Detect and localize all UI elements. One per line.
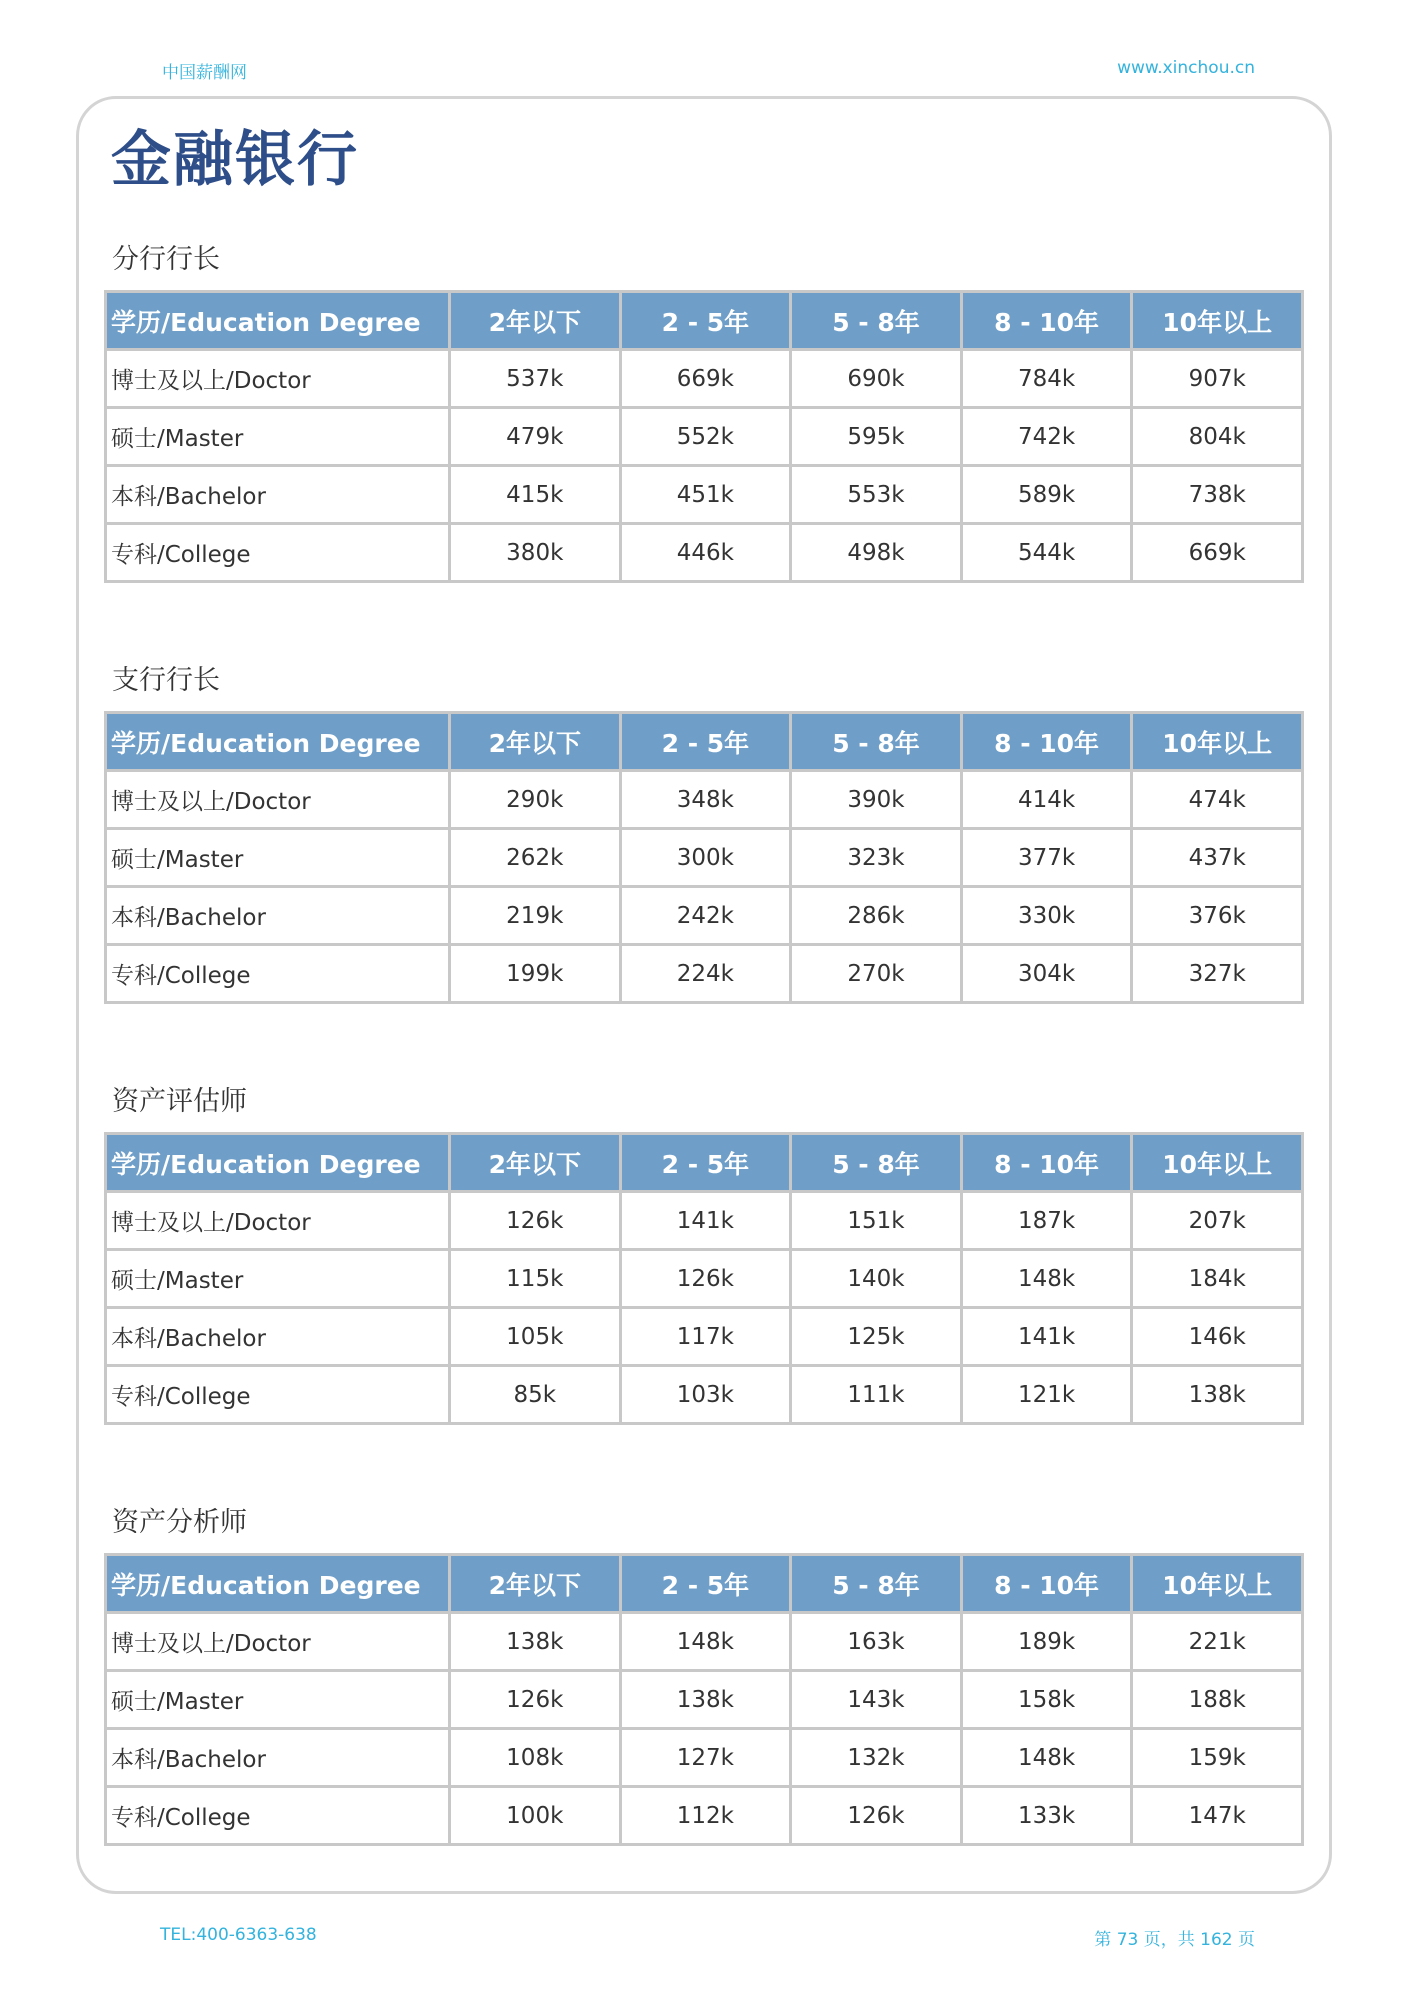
salary-cell: 189k [961, 1613, 1132, 1671]
footer-phone: TEL:400-6363-638 [160, 1925, 317, 1945]
salary-cell: 111k [791, 1366, 962, 1424]
site-url: www.xinchou.cn [1117, 58, 1255, 78]
salary-cell: 126k [620, 1250, 791, 1308]
salary-cell: 126k [450, 1192, 621, 1250]
salary-cell: 669k [1132, 524, 1303, 582]
salary-cell: 907k [1132, 350, 1303, 408]
page-title: 金融银行 [111, 125, 359, 195]
table-row [106, 1613, 1303, 1671]
page-number: 第 73 页，共 162 页 [1094, 1930, 1255, 1950]
table-row [106, 1308, 1303, 1366]
salary-cell: 224k [620, 945, 791, 1003]
salary-cell: 498k [791, 524, 962, 582]
salary-table [104, 1553, 1304, 1846]
salary-cell: 552k [620, 408, 791, 466]
degree-cell: 硕士/Master [106, 1671, 450, 1729]
salary-cell: 115k [450, 1250, 621, 1308]
salary-cell: 221k [1132, 1613, 1303, 1671]
degree-cell: 硕士/Master [106, 829, 450, 887]
salary-cell: 304k [961, 945, 1132, 1003]
table-row [106, 1729, 1303, 1787]
column-header: 10年以上 [1132, 713, 1303, 771]
table-row [106, 771, 1303, 829]
column-header: 学历/Education Degree [106, 292, 450, 350]
column-header: 8 - 10年 [961, 713, 1132, 771]
column-header: 2 - 5年 [620, 1134, 791, 1192]
table-row [106, 1366, 1303, 1424]
column-header: 2 - 5年 [620, 713, 791, 771]
salary-cell: 138k [1132, 1366, 1303, 1424]
column-header: 5 - 8年 [791, 1555, 962, 1613]
column-header: 8 - 10年 [961, 1134, 1132, 1192]
degree-cell: 本科/Bachelor [106, 1729, 450, 1787]
salary-cell: 479k [450, 408, 621, 466]
salary-cell: 117k [620, 1308, 791, 1366]
degree-cell: 专科/College [106, 1787, 450, 1845]
degree-cell: 本科/Bachelor [106, 1308, 450, 1366]
column-header: 10年以上 [1132, 292, 1303, 350]
salary-cell: 85k [450, 1366, 621, 1424]
site-name: 中国薪酬网 [162, 63, 247, 83]
column-header: 10年以上 [1132, 1134, 1303, 1192]
table-row [106, 945, 1303, 1003]
table-row [106, 466, 1303, 524]
salary-cell: 147k [1132, 1787, 1303, 1845]
salary-cell: 105k [450, 1308, 621, 1366]
salary-cell: 446k [620, 524, 791, 582]
degree-cell: 硕士/Master [106, 1250, 450, 1308]
salary-cell: 151k [791, 1192, 962, 1250]
salary-cell: 103k [620, 1366, 791, 1424]
salary-cell: 133k [961, 1787, 1132, 1845]
table-header-row [106, 292, 1303, 350]
salary-cell: 141k [620, 1192, 791, 1250]
table-row [106, 1250, 1303, 1308]
salary-cell: 537k [450, 350, 621, 408]
section-asset-appraiser [104, 1082, 1304, 1425]
column-header: 学历/Education Degree [106, 1134, 450, 1192]
salary-cell: 415k [450, 466, 621, 524]
salary-table [104, 290, 1304, 583]
salary-cell: 127k [620, 1729, 791, 1787]
salary-cell: 159k [1132, 1729, 1303, 1787]
degree-cell: 本科/Bachelor [106, 887, 450, 945]
salary-cell: 242k [620, 887, 791, 945]
salary-cell: 784k [961, 350, 1132, 408]
degree-cell: 博士及以上/Doctor [106, 350, 450, 408]
salary-cell: 112k [620, 1787, 791, 1845]
table-row [106, 350, 1303, 408]
degree-cell: 专科/College [106, 945, 450, 1003]
table-row [106, 1671, 1303, 1729]
table-row [106, 887, 1303, 945]
degree-cell: 硕士/Master [106, 408, 450, 466]
table-header-row [106, 1134, 1303, 1192]
section-title: 资产评估师 [112, 1086, 247, 1117]
salary-cell: 138k [450, 1613, 621, 1671]
salary-cell: 163k [791, 1613, 962, 1671]
salary-cell: 327k [1132, 945, 1303, 1003]
salary-cell: 138k [620, 1671, 791, 1729]
salary-cell: 286k [791, 887, 962, 945]
section-sub-branch-president [104, 661, 1304, 1004]
salary-cell: 126k [450, 1671, 621, 1729]
degree-cell: 专科/College [106, 524, 450, 582]
salary-cell: 738k [1132, 466, 1303, 524]
table-header-row [106, 1555, 1303, 1613]
degree-cell: 博士及以上/Doctor [106, 771, 450, 829]
salary-cell: 108k [450, 1729, 621, 1787]
salary-cell: 158k [961, 1671, 1132, 1729]
salary-cell: 290k [450, 771, 621, 829]
table-header-row [106, 713, 1303, 771]
salary-cell: 377k [961, 829, 1132, 887]
salary-cell: 544k [961, 524, 1132, 582]
salary-cell: 187k [961, 1192, 1132, 1250]
salary-cell: 125k [791, 1308, 962, 1366]
salary-cell: 207k [1132, 1192, 1303, 1250]
salary-cell: 121k [961, 1366, 1132, 1424]
salary-cell: 188k [1132, 1671, 1303, 1729]
salary-cell: 595k [791, 408, 962, 466]
table-row [106, 524, 1303, 582]
salary-cell: 126k [791, 1787, 962, 1845]
salary-cell: 323k [791, 829, 962, 887]
column-header: 2年以下 [450, 292, 621, 350]
salary-cell: 143k [791, 1671, 962, 1729]
salary-cell: 414k [961, 771, 1132, 829]
column-header: 2年以下 [450, 1134, 621, 1192]
salary-cell: 589k [961, 466, 1132, 524]
salary-cell: 804k [1132, 408, 1303, 466]
salary-cell: 451k [620, 466, 791, 524]
column-header: 5 - 8年 [791, 292, 962, 350]
section-title: 分行行长 [112, 244, 220, 275]
salary-cell: 148k [620, 1613, 791, 1671]
salary-cell: 140k [791, 1250, 962, 1308]
degree-cell: 博士及以上/Doctor [106, 1192, 450, 1250]
salary-cell: 132k [791, 1729, 962, 1787]
table-row [106, 408, 1303, 466]
column-header: 学历/Education Degree [106, 1555, 450, 1613]
salary-cell: 100k [450, 1787, 621, 1845]
column-header: 8 - 10年 [961, 1555, 1132, 1613]
column-header: 2 - 5年 [620, 292, 791, 350]
salary-cell: 390k [791, 771, 962, 829]
degree-cell: 专科/College [106, 1366, 450, 1424]
column-header: 2年以下 [450, 1555, 621, 1613]
section-title: 资产分析师 [112, 1507, 247, 1538]
salary-cell: 330k [961, 887, 1132, 945]
salary-cell: 270k [791, 945, 962, 1003]
salary-cell: 380k [450, 524, 621, 582]
degree-cell: 博士及以上/Doctor [106, 1613, 450, 1671]
table-row [106, 1787, 1303, 1845]
salary-cell: 141k [961, 1308, 1132, 1366]
salary-cell: 146k [1132, 1308, 1303, 1366]
salary-cell: 474k [1132, 771, 1303, 829]
section-title: 支行行长 [112, 665, 220, 696]
column-header: 2年以下 [450, 713, 621, 771]
salary-cell: 148k [961, 1729, 1132, 1787]
salary-cell: 348k [620, 771, 791, 829]
table-row [106, 829, 1303, 887]
section-asset-analyst [104, 1503, 1304, 1846]
section-branch-president [104, 240, 1304, 583]
salary-cell: 184k [1132, 1250, 1303, 1308]
salary-cell: 148k [961, 1250, 1132, 1308]
salary-cell: 300k [620, 829, 791, 887]
column-header: 10年以上 [1132, 1555, 1303, 1613]
column-header: 5 - 8年 [791, 713, 962, 771]
salary-cell: 742k [961, 408, 1132, 466]
salary-cell: 376k [1132, 887, 1303, 945]
degree-cell: 本科/Bachelor [106, 466, 450, 524]
salary-cell: 219k [450, 887, 621, 945]
salary-cell: 199k [450, 945, 621, 1003]
salary-table [104, 1132, 1304, 1425]
column-header: 8 - 10年 [961, 292, 1132, 350]
column-header: 2 - 5年 [620, 1555, 791, 1613]
salary-cell: 553k [791, 466, 962, 524]
column-header: 学历/Education Degree [106, 713, 450, 771]
salary-cell: 690k [791, 350, 962, 408]
salary-cell: 262k [450, 829, 621, 887]
table-row [106, 1192, 1303, 1250]
salary-cell: 669k [620, 350, 791, 408]
column-header: 5 - 8年 [791, 1134, 962, 1192]
salary-cell: 437k [1132, 829, 1303, 887]
salary-table [104, 711, 1304, 1004]
